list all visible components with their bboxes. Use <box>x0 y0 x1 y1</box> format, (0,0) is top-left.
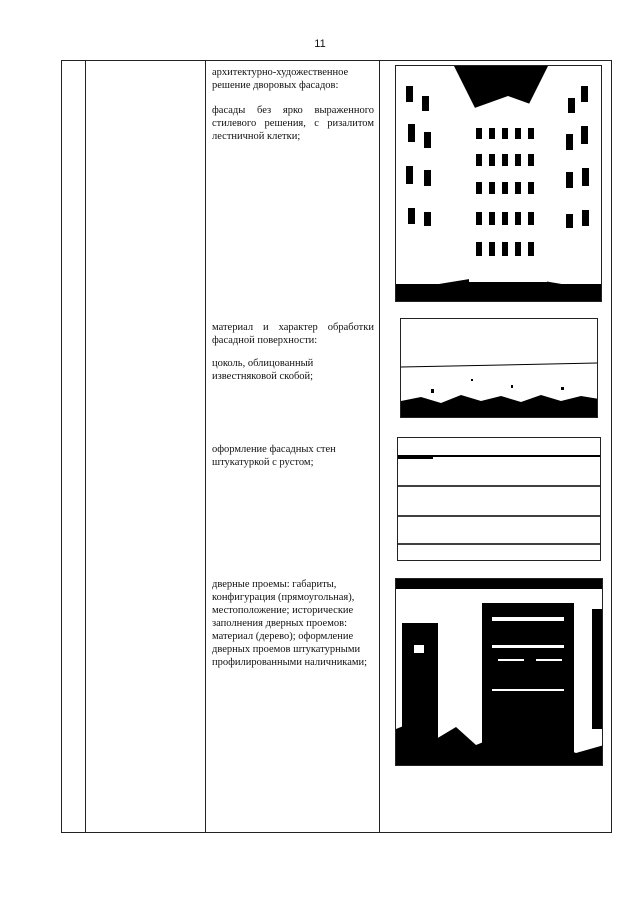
courtyard-facade-photo <box>395 65 602 302</box>
row-4-paragraph-1: дверные проемы: габариты, конфигурация (прямоугольная), местоположение; исторические заполнения дверных проемов: материал (дерево); оформление дверных проемов штукатурными профилированными наличниками; <box>212 579 368 668</box>
page-number: 11 <box>314 38 326 50</box>
document-table <box>61 60 612 833</box>
column-divider <box>85 61 86 832</box>
row-1-paragraph-2: фасады без ярко выраженного стилевого решения, с ризалитом лестничной клетки; <box>212 105 374 142</box>
row-2-text <box>212 321 374 383</box>
rusticated-plaster-photo <box>397 437 601 561</box>
column-divider <box>205 61 206 832</box>
row-1-text <box>212 66 374 143</box>
doorway-photo <box>395 578 603 766</box>
row-2-paragraph-1: материал и характер обработки фасадной поверхности: <box>212 322 374 346</box>
row-2-paragraph-2: цоколь, облицованный известняковой скобой; <box>212 358 314 382</box>
column-divider <box>379 61 380 832</box>
limestone-plinth-photo <box>400 318 598 418</box>
row-1-paragraph-1: архитектурно-художественное решение дворовых фасадов: <box>212 67 349 91</box>
row-3-paragraph-1: оформление фасадных стен штукатуркой с рустом; <box>212 444 336 468</box>
row-4-text <box>212 578 374 669</box>
row-3-text <box>212 443 374 469</box>
